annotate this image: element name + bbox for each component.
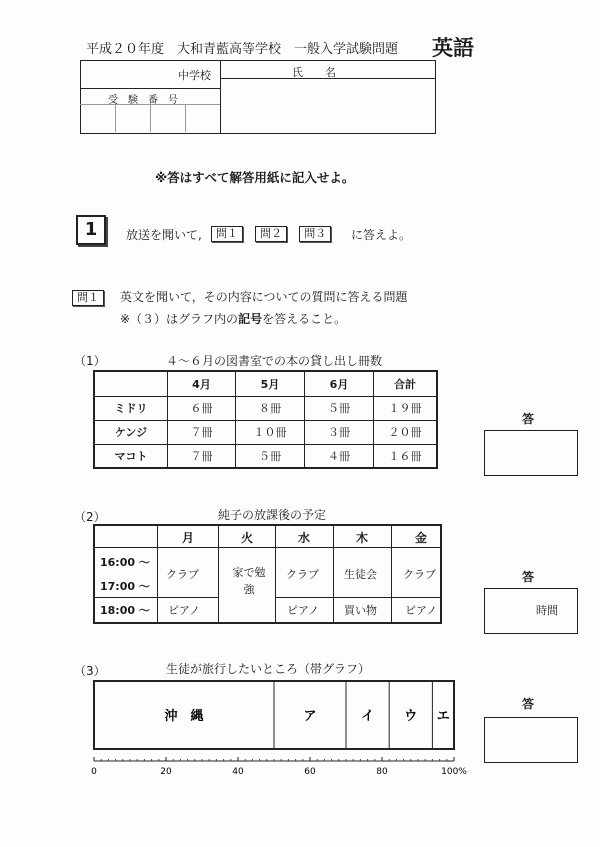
segment-label: ウ (404, 709, 418, 724)
p2-title: 純子の放課後の予定 (218, 508, 327, 522)
table-row: マコト ７冊 ５冊 ４冊 １６冊 (94, 444, 437, 468)
p1-answer-box (484, 430, 578, 476)
band-chart (80, 675, 470, 785)
tue-study: 家で勉強 (232, 566, 266, 596)
subject-title: 英語 (432, 36, 474, 60)
p3-answer-box (484, 717, 578, 763)
tick-label: 60 (304, 767, 316, 777)
p3-label: （3） (74, 664, 106, 678)
tick-label: 100% (441, 767, 467, 777)
mon3-box: 問３ (299, 226, 331, 242)
thu-council: 生徒会 (344, 568, 377, 581)
tick-label: 80 (376, 767, 388, 777)
mon-piano: ピアノ (168, 604, 201, 617)
p1-title: ４～６月の図書室での本の貸し出し冊数 (166, 354, 383, 368)
p1-answer-label: 答 (522, 412, 535, 426)
tick-label: 0 (91, 767, 97, 777)
mon2-box: 問２ (255, 226, 287, 242)
time-1700: 17:00 ～ (100, 580, 150, 593)
segment-label: ア (303, 709, 317, 724)
time-1600: 16:00 ～ (100, 556, 150, 569)
segment-label: 沖 縄 (164, 709, 204, 724)
mon-club: クラブ (166, 568, 199, 581)
exam-number-label: 受 験 番 号 (108, 95, 178, 106)
p2-answer-label: 答 (522, 570, 535, 584)
p2-answer-box (484, 588, 578, 634)
day-tue: 火 (241, 531, 254, 545)
thu-shopping: 買い物 (344, 604, 377, 617)
segment-label: イ (361, 709, 375, 724)
day-mon: 月 (182, 531, 195, 545)
q1-buttons (211, 222, 331, 242)
q1-text-before: 放送を聞いて, (126, 228, 202, 242)
p2-label: （2） (74, 510, 106, 524)
wed-piano: ピアノ (287, 604, 320, 617)
mon1-box: 問１ (211, 226, 243, 242)
wed-club: クラブ (286, 568, 319, 581)
name-label: 氏 名 (292, 66, 336, 79)
p1-label: （1） (74, 354, 106, 368)
table-row: ケンジ ７冊 １０冊 ３冊 ２０冊 (94, 420, 437, 444)
q1-text-after: に答えよ。 (351, 228, 412, 242)
mon1-text: 英文を聞いて，その内容についての質問に答える問題 (120, 290, 408, 304)
question-number: 1 (76, 215, 106, 245)
tick-label: 40 (232, 767, 244, 777)
library-table: 4月 5月 6月 合計 ミドリ ６冊 ８冊 ５冊 １９冊 ケンジ ７冊 １０冊 ３冊 ２０冊 マコト ７冊 ５冊 ４冊 １６冊 (93, 370, 438, 469)
p2-answer-unit: 時間 (536, 604, 558, 617)
segment-label: エ (436, 709, 450, 724)
exam-title: 平成２０年度 大和青藍高等学校 一般入学試験問題 (86, 42, 399, 57)
instruction-text: ※答はすべて解答用紙に記入せよ。 (155, 170, 355, 185)
middle-school-label: 中学校 (178, 69, 211, 82)
p3-answer-label: 答 (522, 697, 535, 711)
p3-title: 生徒が旅行したいところ（帯グラフ） (166, 662, 371, 676)
table-row: ミドリ ６冊 ８冊 ５冊 １９冊 (94, 396, 437, 420)
mon1-label: 問１ (72, 286, 104, 306)
fri-piano: ピアノ (405, 604, 438, 617)
fri-club: クラブ (403, 568, 436, 581)
day-wed: 水 (298, 531, 311, 545)
mon1-note: ※（３）はグラフ内の記号を答えること。 (120, 312, 347, 326)
day-thu: 木 (356, 531, 369, 545)
day-fri: 金 (415, 531, 428, 545)
tick-label: 20 (160, 767, 172, 777)
time-1800: 18:00 ～ (100, 604, 150, 617)
